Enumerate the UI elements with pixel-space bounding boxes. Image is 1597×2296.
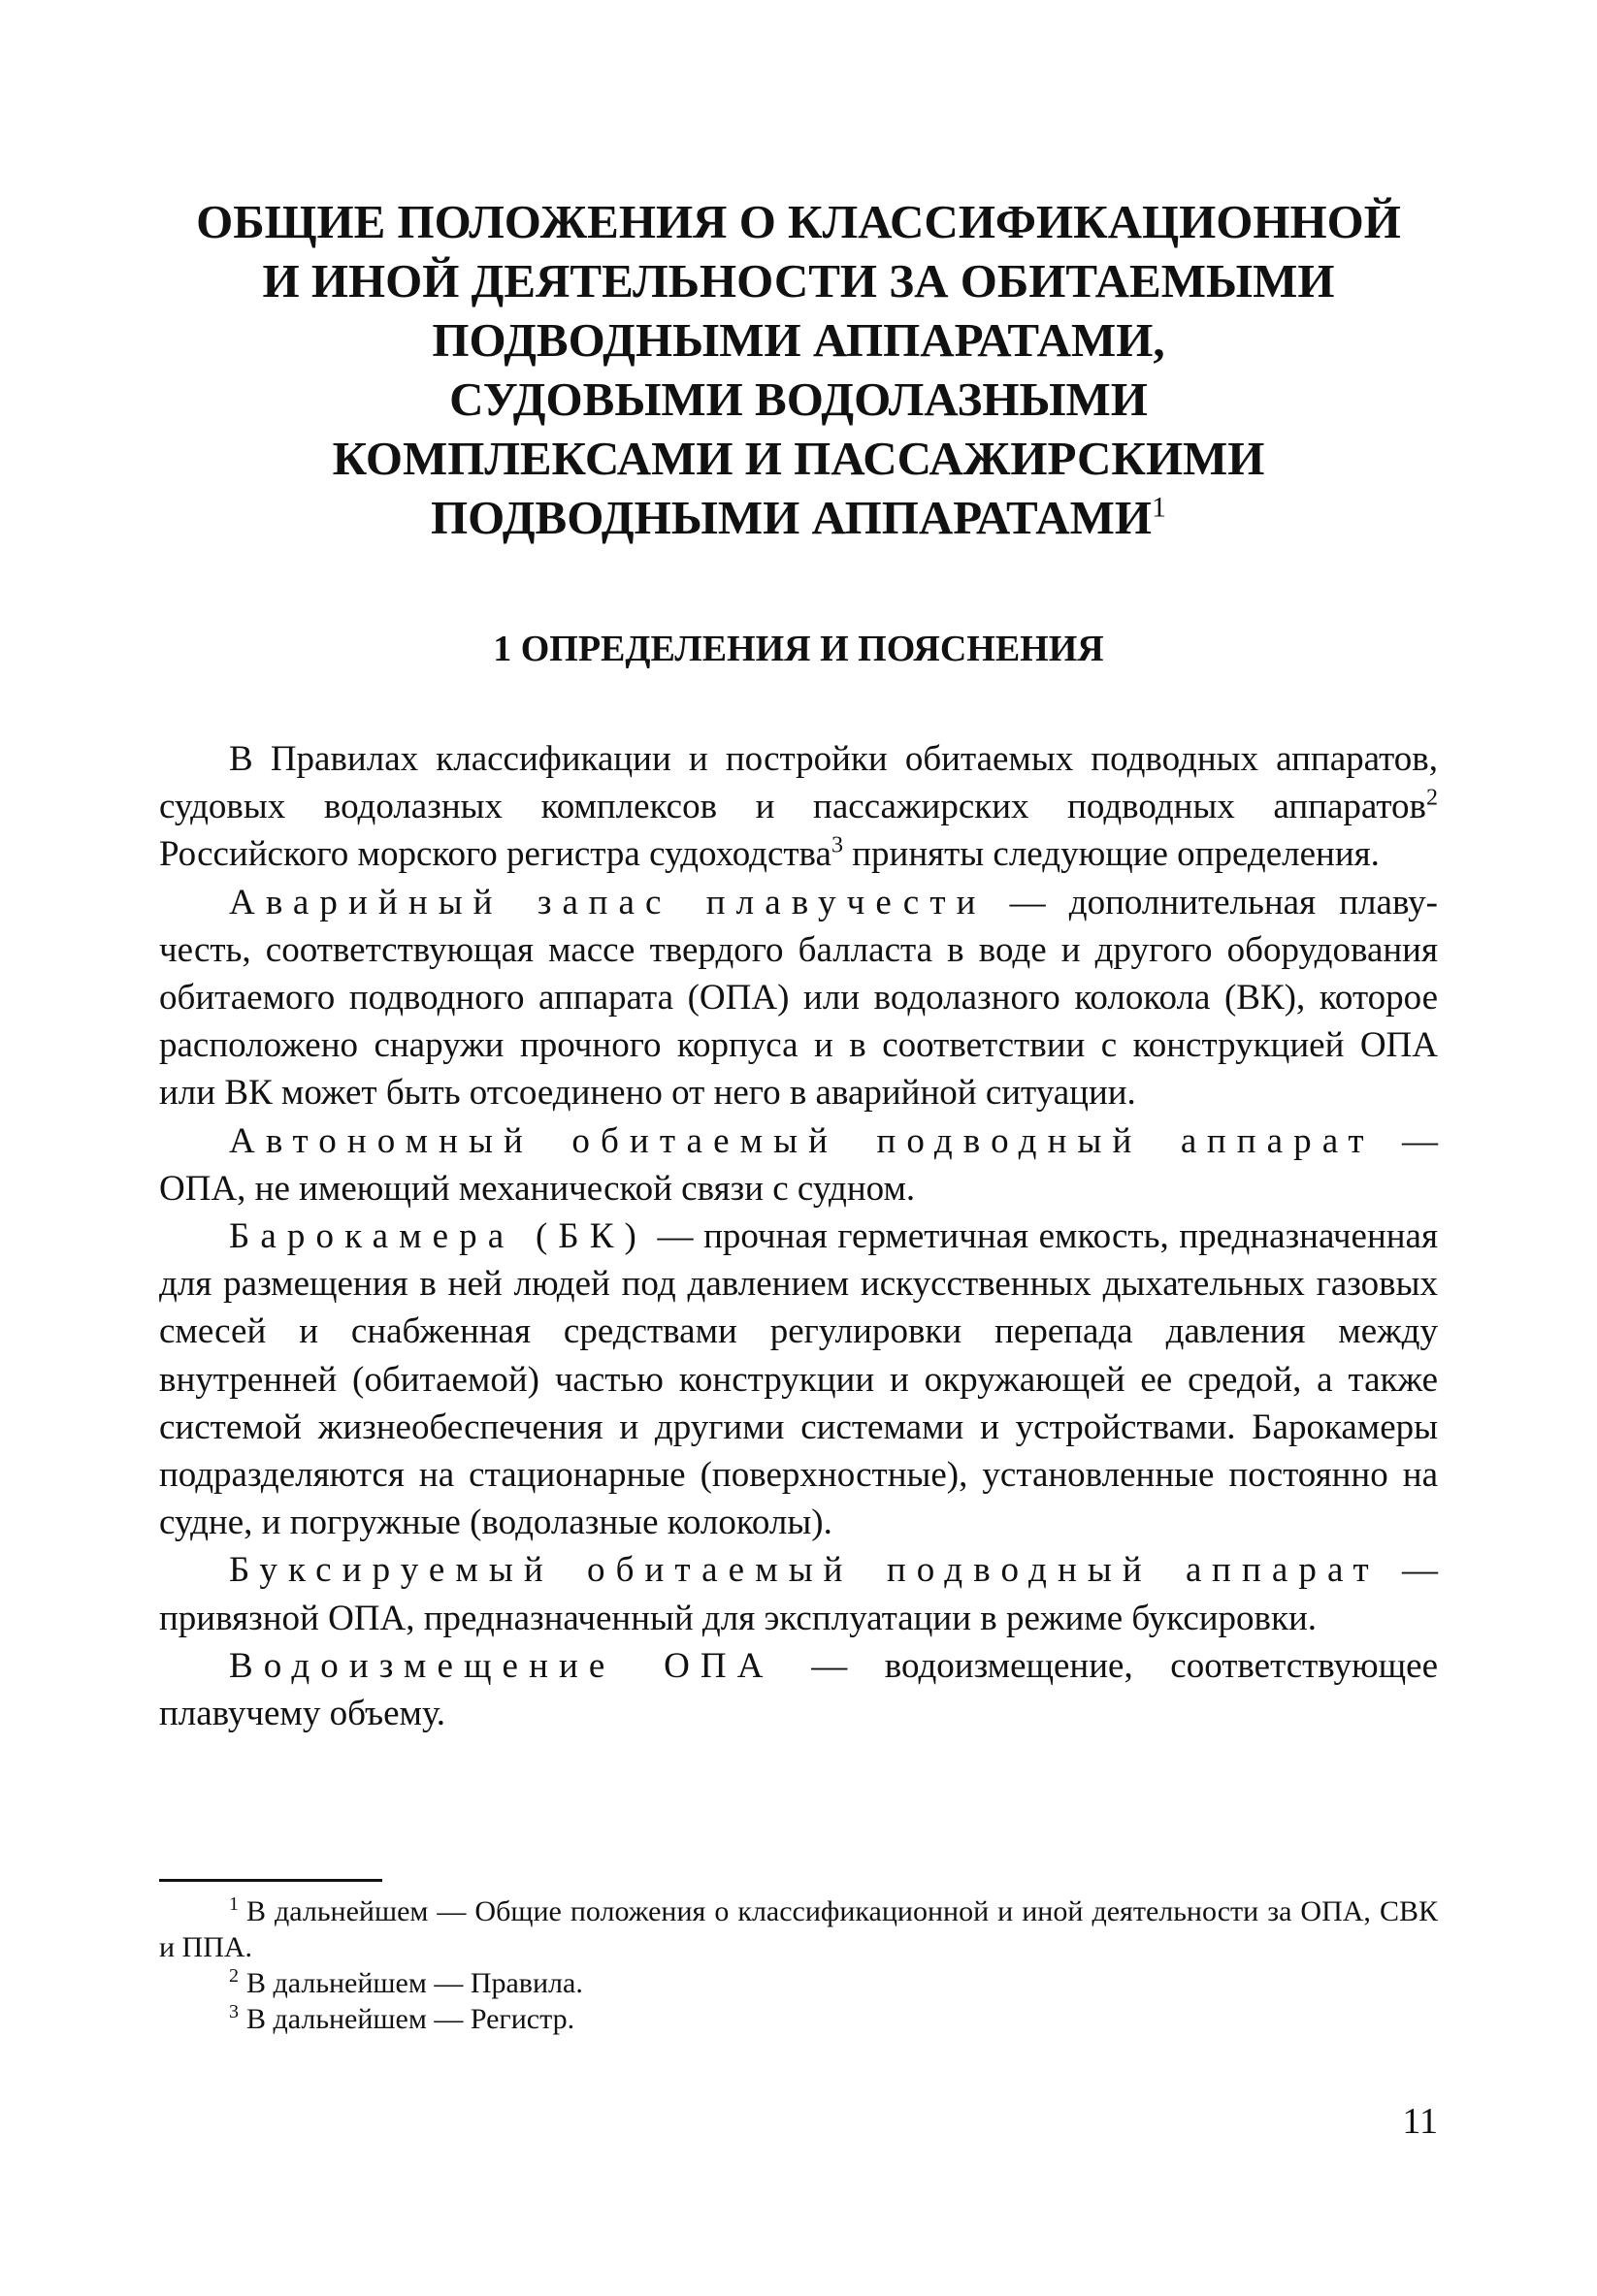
definition-term: Водоизмещение ОПА xyxy=(229,1645,774,1686)
footnote xyxy=(159,1893,1438,1965)
definition-term: Автономный обитаемый подводный аппарат xyxy=(229,1120,1375,1161)
title-line: И ИНОЙ ДЕЯТЕЛЬНОСТИ ЗА ОБИТАЕМЫМИ xyxy=(262,254,1335,307)
definition-paragraph xyxy=(159,879,1438,1117)
title-line: СУДОВЫМИ ВОДОЛАЗНЫМИ xyxy=(449,372,1148,426)
intro-text: Российского морского регистра судоходства xyxy=(159,834,831,875)
page-title xyxy=(146,192,1451,547)
footnote-mark: 3 xyxy=(831,833,843,859)
title-footnote-mark: 1 xyxy=(1151,491,1166,524)
section-heading: 1 ОПРЕДЕЛЕНИЯ И ПОЯСНЕНИЯ xyxy=(493,629,1104,669)
page-number: 11 xyxy=(1402,2101,1438,2142)
definition-text: — прочная герметичная емкость, предназначенная для размещения в ней людей под давлением искусственных дыхательных газовых смесей и снабженная средствами регулировки перепада давления между внутренней (обитаемой) частью конструкции и окружающей ее средой, а также системой жизнеобеспечения и другими системами и устройствами. Барокамеры подразделяются на стационарные (поверхностные), установленные постоянно на судне, и погружные (водолазные колоколы). xyxy=(159,1216,1438,1543)
footnote-number: 1 xyxy=(229,1893,239,1915)
definition-term: Барокамера (БК) xyxy=(229,1216,647,1257)
definition-paragraph xyxy=(159,1642,1438,1737)
intro-text: В Правилах классификации и постройки обитаемых подводных аппаратов, судовых водолазных комплексов и пассажирских подводных аппаратов xyxy=(159,739,1438,827)
title-line: ОБЩИЕ ПОЛОЖЕНИЯ О КЛАССИФИКАЦИОННОЙ xyxy=(196,195,1401,248)
definition-text: — водоизмещение, соответствующее плавучему объему. xyxy=(159,1645,1438,1734)
footnote xyxy=(159,2001,1438,2037)
definition-paragraph xyxy=(159,1546,1438,1641)
title-line: ПОДВОДНЫМИ АППАРАТАМИ xyxy=(431,491,1152,544)
footnote-text: В дальнейшем — Правила. xyxy=(246,1967,583,1999)
title-line: ПОДВОДНЫМИ АППАРАТАМИ, xyxy=(432,313,1165,367)
intro-text: приняты следующие определения. xyxy=(842,834,1380,875)
body-text xyxy=(159,735,1438,1737)
definition-term: Буксируемый обитаемый подводный аппарат xyxy=(229,1550,1380,1591)
definition-paragraph xyxy=(159,1117,1438,1213)
definition-text: — привязной ОПА, предназначенный для эксплуатации в режиме буксировки. xyxy=(159,1550,1439,1638)
footnote-divider xyxy=(159,1879,382,1882)
title-line-last xyxy=(146,488,1451,547)
footnotes xyxy=(159,1893,1438,2037)
intro-paragraph xyxy=(159,735,1438,879)
definition-paragraph xyxy=(159,1213,1438,1546)
footnote-text: В дальнейшем — Регистр. xyxy=(246,2003,575,2035)
definition-text: — дополнительная плавучесть, соответствующая массе твердого балласта в воде и другого оборудования обитаемого подводного аппарата (ОПА) или водолазного колокола (ВК), которое расположено снаружи прочного корпуса и в соответствии с конструкцией ОПА или ВК может быть отсоединено от него в аварийной ситуации. xyxy=(159,882,1438,1114)
footnote-mark: 2 xyxy=(1426,785,1438,811)
footnote-text: В дальнейшем — Общие положения о классификационной и иной деятельности за ОПА, СВК и ППА. xyxy=(159,1895,1438,1963)
definition-text: — ОПА, не имеющий механической связи с судном. xyxy=(159,1120,1439,1209)
footnote-number: 3 xyxy=(229,2001,239,2022)
footnote-number: 2 xyxy=(229,1965,239,1987)
footnote xyxy=(159,1965,1438,2001)
title-line: КОМПЛЕКСАМИ И ПАССАЖИРСКИМИ xyxy=(332,432,1265,485)
definition-term: Аварийный запас плавучести xyxy=(229,882,987,922)
